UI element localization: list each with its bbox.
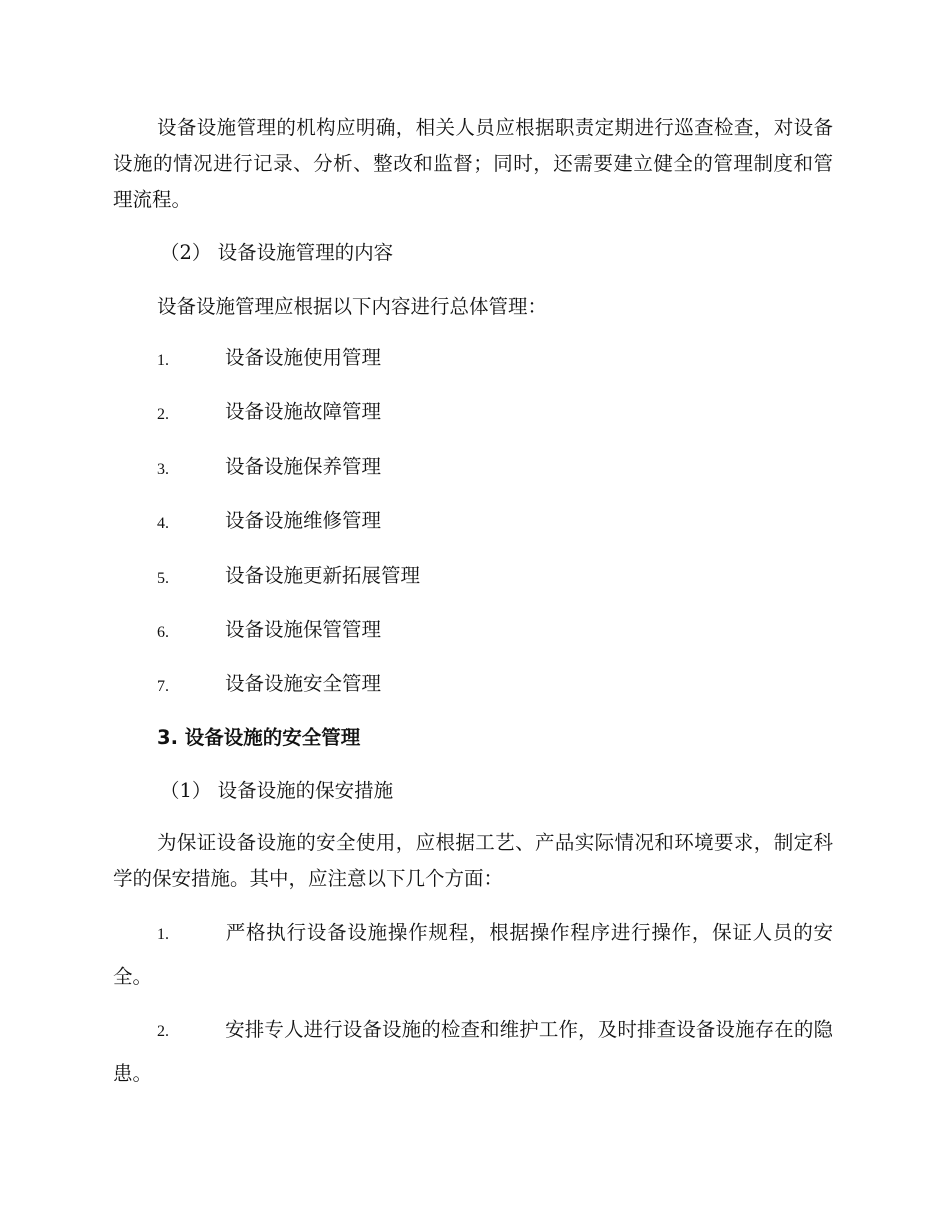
list-item-number: 5. [157, 570, 169, 587]
list-item-text: 设备设施保管管理 [225, 618, 382, 641]
list-item-text: 设备设施使用管理 [225, 346, 382, 369]
list-item-number: 2. [157, 406, 169, 423]
subheading-management-content: （2） 设备设施管理的内容 [160, 241, 394, 264]
section-heading-safety-management: 3. 设备设施的安全管理 [157, 726, 361, 749]
subheading-security-measures: （1） 设备设施的保安措施 [160, 779, 394, 802]
numbered-paragraph [113, 912, 833, 998]
list-item-text: 设备设施更新拓展管理 [225, 564, 421, 587]
list-item-text: 设备设施故障管理 [225, 400, 382, 423]
list-item-number: 1. [157, 352, 169, 369]
list-item-number: 6. [157, 624, 169, 641]
paragraph-security-measures: 为保证设备设施的安全使用，应根据工艺、产品实际情况和环境要求，制定科学的保安措施。其中，应注意以下几个方面： [113, 831, 833, 890]
list-item-number: 3. [157, 461, 169, 478]
numbered-paragraph [113, 1009, 833, 1095]
paragraph-number: 2. [157, 1023, 169, 1040]
list-item-text: 设备设施保养管理 [225, 455, 382, 478]
paragraph-overall-management: 设备设施管理应根据以下内容进行总体管理： [157, 295, 548, 318]
list-item-number: 7. [157, 678, 169, 695]
list-item-text: 设备设施安全管理 [225, 672, 382, 695]
paragraph-text: 安排专人进行设备设施的检查和维护工作，及时排查设备设施存在的隐患。 [113, 1018, 833, 1085]
list-item-number: 4. [157, 515, 169, 532]
paragraph-number: 1. [157, 926, 169, 943]
list-item-text: 设备设施维修管理 [225, 509, 382, 532]
paragraph-text: 严格执行设备设施操作规程，根据操作程序进行操作，保证人员的安全。 [113, 921, 833, 988]
paragraph-management-organization: 设备设施管理的机构应明确，相关人员应根据职责定期进行巡查检查，对设备设施的情况进行记录、分析、整改和监督；同时，还需要建立健全的管理制度和管理流程。 [113, 116, 833, 211]
